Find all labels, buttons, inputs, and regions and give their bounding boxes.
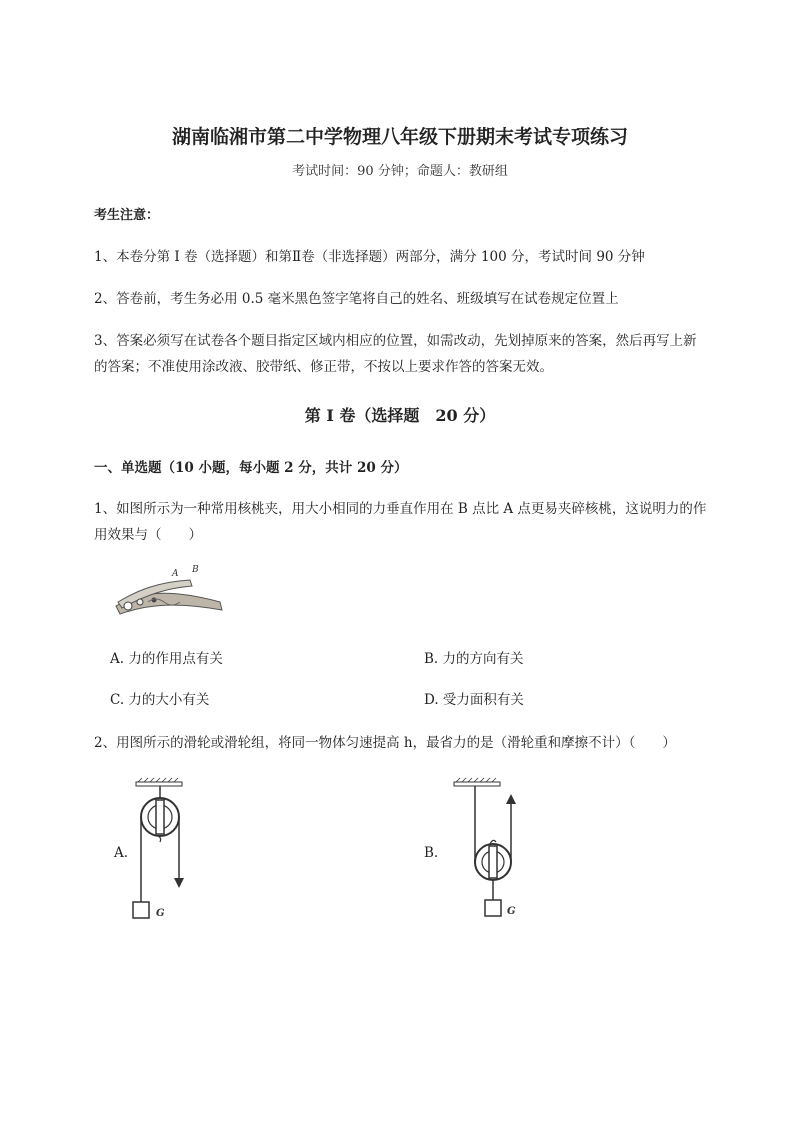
weight-label-b: G xyxy=(507,906,516,917)
question-2-stem: 2、用图所示的滑轮或滑轮组，将同一物体匀速提高 h，最省力的是（滑轮重和摩擦不计）（ ） xyxy=(94,735,676,751)
notice-item: 的答案；不准使用涂改液、胶带纸、修正带，不按以上要求作答的答案无效。 xyxy=(94,359,553,375)
section-title: 第 I 卷（选择题 20 分） xyxy=(304,406,496,425)
nutcracker-figure xyxy=(108,562,228,622)
figure-label-a: A xyxy=(172,569,179,579)
option-d[interactable]: D. 受力面积有关 xyxy=(424,692,524,708)
option-a[interactable]: A. 力的作用点有关 xyxy=(110,651,223,667)
question-1-stem: 1、如图所示为一种常用核桃夹，用大小相同的力垂直作用在 B 点比 A 点更易夹碎核桃，这说明力的作 xyxy=(94,501,707,517)
notice-item: 1、本卷分第 I 卷（选择题）和第Ⅱ卷（非选择题）两部分，满分 100 分，考试时间 90 分钟 xyxy=(94,249,645,265)
option-b[interactable]: B. 力的方向有关 xyxy=(424,651,524,667)
notice-heading: 考生注意： xyxy=(94,208,160,223)
notice-item: 2、答卷前，考生务必用 0.5 毫米黑色签字笔将自己的姓名、班级填写在试卷规定位置上 xyxy=(94,291,619,307)
exam-info: 考试时间：90 分钟；命题人：教研组 xyxy=(292,164,508,179)
pulley-figure-b xyxy=(450,780,530,926)
option-c[interactable]: C. 力的大小有关 xyxy=(110,692,210,708)
pulley-figure-a xyxy=(130,780,200,926)
figure-label-b: B xyxy=(192,565,199,575)
part-heading: 一、单选题（10 小题，每小题 2 分，共计 20 分） xyxy=(94,460,408,476)
notice-item: 3、答案必须写在试卷各个题目指定区域内相应的位置，如需改动，先划掉原来的答案，然后再写上新 xyxy=(94,333,697,349)
question-1-stem: 用效果与（ ） xyxy=(94,527,202,543)
page-title: 湖南临湘市第二中学物理八年级下册期末考试专项练习 xyxy=(171,126,628,148)
weight-label-a: G xyxy=(156,908,165,919)
option-b-label[interactable]: B. xyxy=(424,845,439,861)
option-a-label[interactable]: A. xyxy=(114,845,129,861)
